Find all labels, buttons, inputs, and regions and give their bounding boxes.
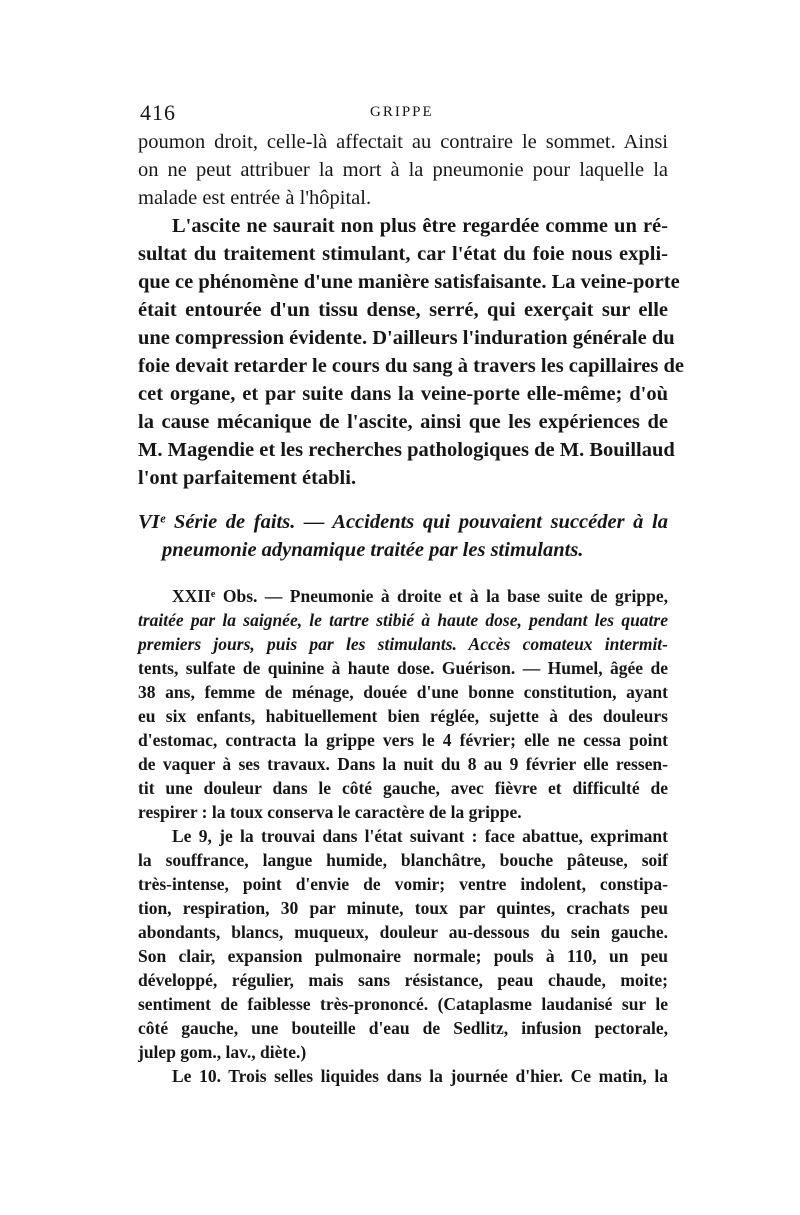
text-line: tents, sulfate de quinine à haute dose. Guérison. — Humel, âgée de bbox=[138, 658, 668, 678]
text-line: cet organe, et par suite dans la veine-porte elle-même; d'où bbox=[138, 383, 668, 405]
text-line: L'ascite ne saurait non plus être regardée comme un ré- bbox=[172, 215, 668, 237]
text-line: traitée par la saignée, le tartre stibié à haute dose, pendant les quatre bbox=[138, 610, 668, 630]
running-title: GRIPPE bbox=[370, 104, 434, 120]
page-number: 416 bbox=[140, 100, 176, 125]
text-line: côté gauche, une bouteille d'eau de Sedlitz, infusion pectorale, bbox=[138, 1018, 668, 1038]
text-line: foie devait retarder le cours du sang à travers les capillaires de bbox=[138, 355, 685, 377]
section-heading: pneumonie adynamique traitée par les stimulants. bbox=[162, 539, 584, 561]
text-line: était entourée d'un tissu dense, serré, qui exerçait sur elle bbox=[138, 299, 668, 321]
text-line: d'estomac, contracta la grippe vers le 4 février; elle ne cessa point bbox=[138, 730, 668, 750]
text-line: tit une douleur dans le côté gauche, avec fièvre et difficulté de bbox=[138, 778, 668, 798]
text-line: M. Magendie et les recherches pathologiques de M. Bouillaud bbox=[138, 439, 675, 461]
text-line: la souffrance, langue humide, blanchâtre, bouche pâteuse, soif bbox=[138, 850, 668, 870]
text-line: de vaquer à ses travaux. Dans la nuit du 8 au 9 février elle ressen- bbox=[138, 754, 668, 774]
text-line: Son clair, expansion pulmonaire normale; pouls à 110, un peu bbox=[138, 946, 668, 966]
text-line: tion, respiration, 30 par minute, toux par quintes, crachats peu bbox=[138, 898, 668, 918]
text-line: premiers jours, puis par les stimulants. Accès comateux intermit- bbox=[138, 634, 668, 654]
observation-heading: XXIIᵉ Obs. — Pneumonie à droite et à la base suite de grippe, bbox=[172, 586, 668, 606]
text-line: que ce phénomène d'une manière satisfaisante. La veine-porte bbox=[138, 271, 680, 293]
text-line: l'ont parfaitement établi. bbox=[138, 467, 357, 489]
text-line: sentiment de faiblesse très-prononcé. (Cataplasme laudanisé sur le bbox=[138, 994, 668, 1014]
text-line: poumon droit, celle-là affectait au contraire le sommet. Ainsi bbox=[138, 131, 668, 153]
text-line: Le 10. Trois selles liquides dans la journée d'hier. Ce matin, la bbox=[172, 1066, 668, 1086]
text-line: 38 ans, femme de ménage, douée d'une bonne constitution, ayant bbox=[138, 682, 668, 702]
text-line: une compression évidente. D'ailleurs l'induration générale du bbox=[138, 327, 675, 349]
text-line: on ne peut attribuer la mort à la pneumonie pour laquelle la bbox=[138, 159, 668, 181]
section-heading: VIᵉ Série de faits. — Accidents qui pouvaient succéder à la bbox=[138, 511, 668, 533]
text-line: très-intense, point d'envie de vomir; ventre indolent, constipa- bbox=[138, 874, 668, 894]
text-line: abondants, blancs, muqueux, douleur au-dessous du sein gauche. bbox=[138, 922, 668, 942]
text-line: malade est entrée à l'hôpital. bbox=[138, 187, 372, 209]
text-line: développé, régulier, mais sans résistance, peau chaude, moite; bbox=[138, 970, 668, 990]
running-header bbox=[140, 100, 665, 128]
text-line: sultat du traitement stimulant, car l'état du foie nous expli- bbox=[138, 243, 668, 265]
text-line: eu six enfants, habituellement bien réglée, sujette à des douleurs bbox=[138, 706, 668, 726]
text-line: Le 9, je la trouvai dans l'état suivant : face abattue, exprimant bbox=[172, 826, 668, 846]
text-line: la cause mécanique de l'ascite, ainsi que les expériences de bbox=[138, 411, 668, 433]
text-line: julep gom., lav., diète.) bbox=[138, 1042, 307, 1062]
text-line: respirer : la toux conserva le caractère de la grippe. bbox=[138, 802, 522, 822]
